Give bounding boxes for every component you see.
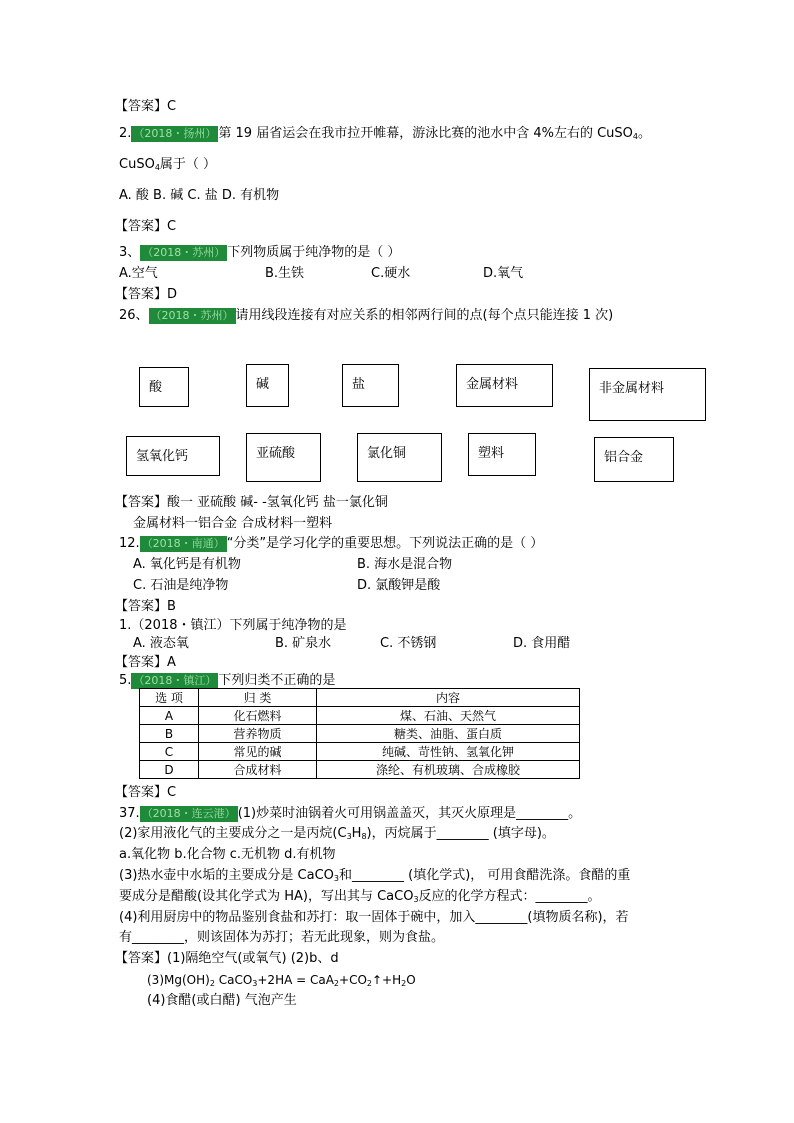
question-3 [119,244,400,262]
question-number: 12. [119,536,140,551]
answer-equation [147,971,416,993]
question-text: 下列归类不正确的是 [218,673,336,688]
table-cell: D [140,761,199,779]
table-cell: C [140,743,199,761]
table-header [140,689,580,707]
option-a: A. 液态氧 [133,636,189,651]
option-b: B.生铁 [265,266,305,281]
table-cell: B [140,725,199,743]
option-d: D. 食用醋 [513,636,571,651]
question-2-cont [119,156,216,177]
box-label: 盐 [352,377,366,392]
source-tag: （2018・扬州） [133,127,217,140]
option-c: C.硬水 [371,266,411,281]
table-cell: 涤纶、有机玻璃、合成橡胶 [317,761,580,779]
question-26 [119,307,613,325]
question-text: (2)家用液化气的主要成分之一是丙烷(C [119,826,347,841]
table-cell: 糖类、油脂、蛋白质 [317,725,580,743]
table-cell: 常见的碱 [199,743,317,761]
option-b: B. 矿泉水 [275,636,332,651]
table-cell: A [140,707,199,725]
table-cell: 化石燃料 [199,707,317,725]
subscript: 2 [209,979,215,988]
answer-line: 【答案】C [115,785,177,800]
formula: (3)Mg(OH) [147,973,210,987]
box-label: 酸 [149,380,163,395]
question-12 [119,535,543,553]
source-tag: （2018・连云港） [141,807,236,820]
box-label: 非金属材料 [599,381,665,396]
question-text: 反应的化学方程式：________。 [418,889,601,904]
question-2-options: A. 酸 B. 碱 C. 盐 D. 有机物 [119,188,280,203]
option-a: A. 氧化钙是有机物 [133,557,241,572]
table-row [140,725,580,743]
question-text: (1)炒菜时油锅着火可用锅盖盖灭，其灭火原理是________。 [237,806,582,821]
question-number: 3、 [119,245,141,260]
table-cell: 纯碱、苛性钠、氢氧化钾 [317,743,580,761]
table-cell: 营养物质 [199,725,317,743]
box-top-4 [456,364,553,407]
table-header-cell: 选 项 [140,689,199,707]
question-number: 5. [119,673,132,688]
box-bottom-3 [357,433,442,482]
subscript: 2 [366,979,372,988]
box-bottom-2 [246,433,321,482]
formula: CuSO [119,157,155,172]
source-tag: （2018・镇江） [133,674,217,687]
subscript: 4 [154,163,160,172]
box-bottom-5 [594,437,674,482]
option-d: D.氧气 [483,266,524,281]
question-text: )，丙烷属于________ (填字母)。 [366,826,555,841]
question-37-part-4-cont: 有________，则该固体为苏打；若无此现象，则为食盐。 [119,930,445,945]
question-text: “分类”是学习化学的重要思想。下列说法正确的是（ ） [226,536,544,551]
question-2 [119,125,651,146]
question-text: 下列物质属于纯净物的是（ ） [227,245,401,260]
box-label: 金属材料 [466,377,519,392]
option-b: B. 海水是混合物 [357,557,453,572]
question-number: 37. [119,806,140,821]
option-d: D. 氯酸钾是酸 [357,578,441,593]
subscript: 4 [632,132,638,141]
question-37 [119,805,581,823]
table-cell: 合成材料 [199,761,317,779]
formula: +2HA = CaA [257,973,334,987]
source-tag: （2018・苏州） [150,309,234,322]
box-label: 铝合金 [604,450,644,465]
box-label: 塑料 [478,446,505,461]
answer-line: 【答案】(1)隔绝空气(或氧气) (2)b、d [115,951,339,966]
box-top-5 [589,368,706,421]
box-top-2 [246,364,289,407]
question-number: 2. [119,126,132,141]
subscript: 2 [333,979,340,988]
subscript: 3 [346,832,352,841]
question-37-options: a.氧化物 b.化合物 c.无机物 d.有机物 [119,847,336,862]
table-row [140,707,580,725]
question-text: 属于（ ） [159,157,217,172]
formula: O [406,973,416,987]
subscript: 3 [333,874,339,883]
answer-line: 【答案】酸一 亚硫酸 碱- -氢氧化钙 盐一氯化铜 [115,495,388,510]
table-header-cell: 归 类 [199,689,317,707]
formula: CaCO [214,973,253,987]
option-c: C. 不锈钢 [380,636,437,651]
source-tag: （2018・南通） [141,537,225,550]
question-text: 请用线段连接有对应关系的相邻两行间的点(每个点只能连接 1 次) [235,308,614,323]
question-1: 1.（2018・镇江）下列属于纯净物的是 [119,618,347,633]
box-bottom-1 [126,436,220,476]
question-text: 第 19 届省运会在我市拉开帷幕，游泳比赛的池水中含 4%左右的 CuSO [218,126,633,141]
box-label: 亚硫酸 [256,446,296,461]
subscript: 2 [401,979,407,988]
box-label: 氢氧化钙 [136,449,189,464]
answer-line-cont: (4)食醋(或白醋) 气泡产生 [147,993,297,1008]
question-37-part-4: (4)利用厨房中的物品鉴别食盐和苏打：取一固体于碗中，加入________(填物质名称)，若 [119,910,629,925]
answer-line: 【答案】C [115,99,177,114]
answer-line-cont: 金属材料一铝合金 合成材料一塑料 [133,516,333,531]
answer-line: 【答案】D [115,287,178,302]
option-c: C. 石油是纯净物 [133,578,229,593]
table-cell: 煤、石油、天然气 [317,707,580,725]
table-header-cell: 内容 [317,689,580,707]
box-label: 碱 [256,377,270,392]
question-37-part-2 [119,825,555,846]
question-37-part-3 [119,867,630,888]
question-text-end: 。 [638,126,652,141]
answer-line: 【答案】C [115,219,177,234]
formula: ↑+H [372,973,402,987]
question-text: 和________ (填化学式)， 可用食醋洗涤。食醋的重 [339,868,631,883]
answer-line: 【答案】B [115,599,176,614]
subscript: 3 [413,895,419,904]
question-37-part-3-cont [119,888,601,909]
formula: +CO [339,973,367,987]
formula: H [351,826,362,841]
subscript: 8 [361,832,367,841]
source-tag: （2018・苏州） [142,246,226,259]
table-row [140,743,580,761]
option-a: A.空气 [119,266,158,281]
box-bottom-4 [468,433,536,476]
question-text: (3)热水壶中水垢的主要成分是 CaCO [119,868,334,883]
question-text: 要成分是醋酸(设其化学式为 HA)，写出其与 CaCO [119,889,414,904]
classification-table [139,688,580,779]
subscript: 3 [252,979,258,988]
question-number: 26、 [119,308,149,323]
box-label: 氯化铜 [367,446,407,461]
box-top-3 [342,364,399,407]
answer-line: 【答案】A [115,655,176,670]
box-top-1 [139,367,189,407]
table-row [140,761,580,779]
